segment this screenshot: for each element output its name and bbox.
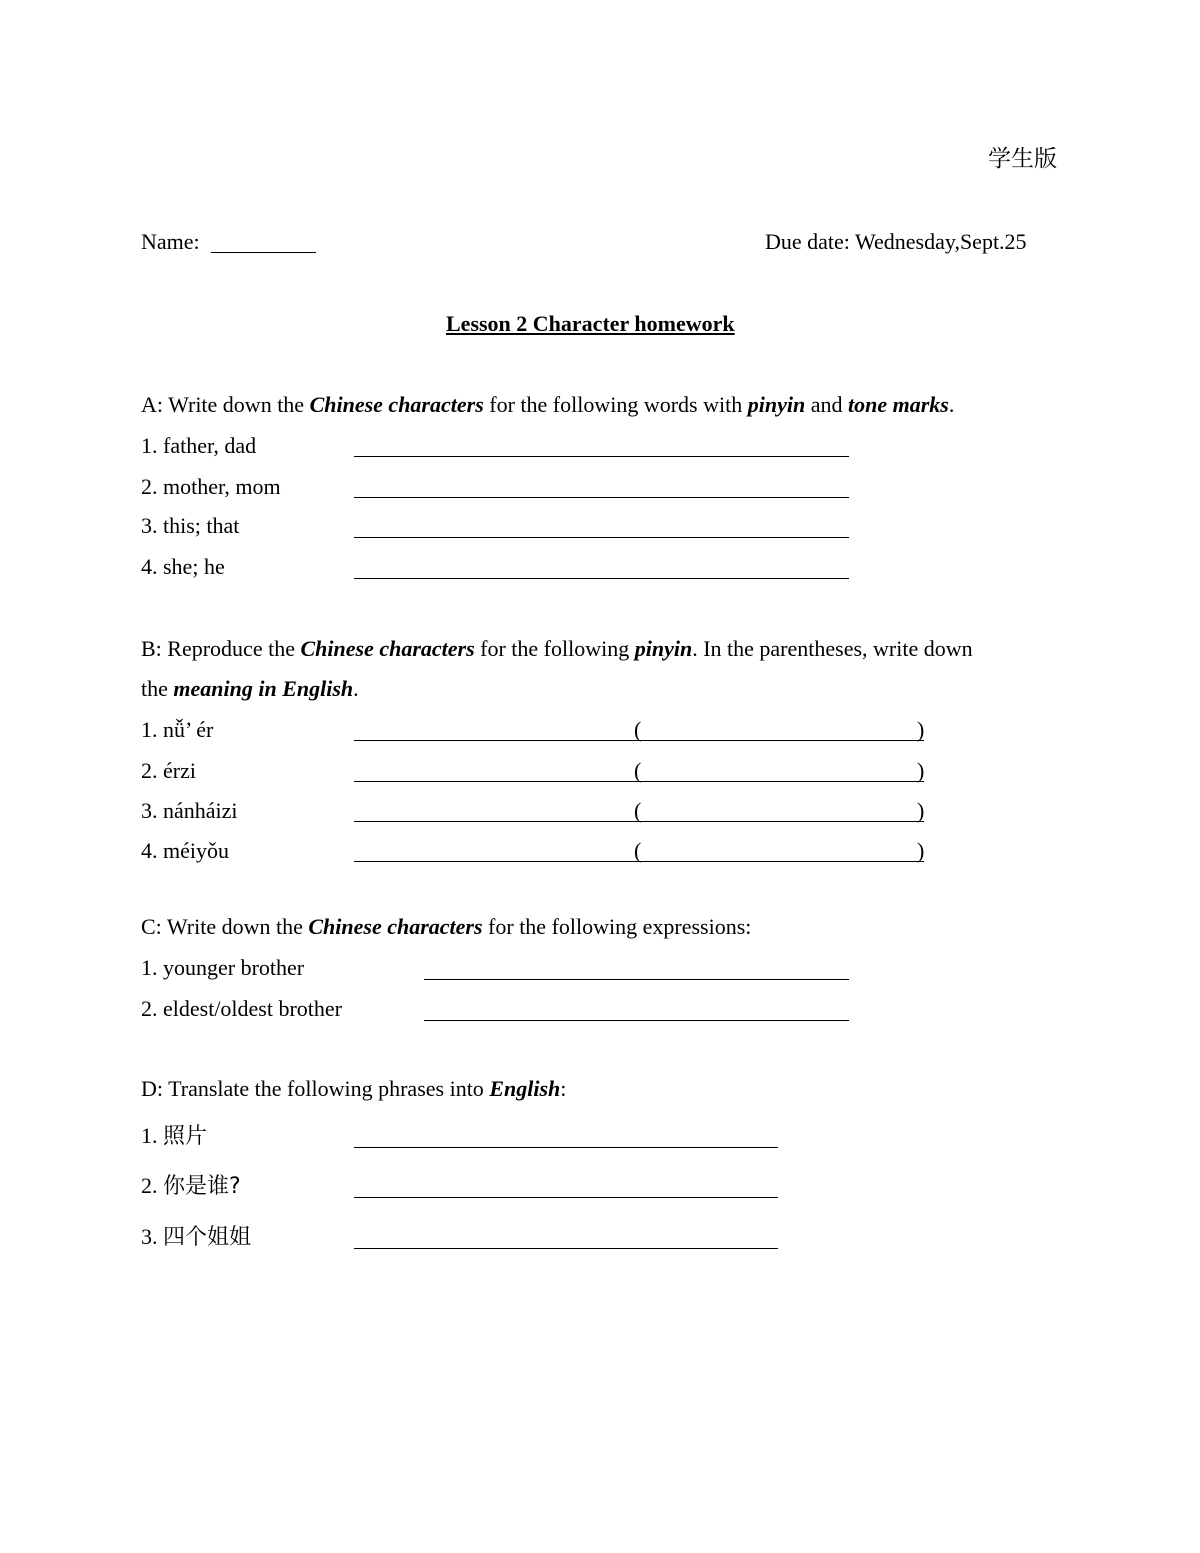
instr-emphasis: Chinese characters — [300, 636, 475, 661]
close-paren: ) — [917, 717, 925, 742]
due-date: Due date: Wednesday,Sept.25 — [765, 229, 1027, 254]
instr-emphasis: pinyin — [747, 392, 806, 417]
instr-emphasis: tone marks — [847, 392, 949, 417]
answer-line[interactable] — [354, 1147, 778, 1148]
open-paren: ( — [634, 838, 642, 863]
name-label: Name: — [141, 229, 200, 254]
open-paren: ( — [634, 758, 642, 783]
page-title: Lesson 2 Character homework — [446, 311, 735, 336]
instr-emphasis: Chinese characters — [308, 914, 483, 939]
instr-text: B: Reproduce the — [141, 636, 301, 661]
close-paren: ) — [917, 758, 925, 783]
section-d-instructions — [141, 1075, 566, 1103]
instr-emphasis: pinyin — [634, 636, 693, 661]
instr-text: D: Translate the following phrases into — [141, 1076, 490, 1101]
version-label: 学生版 — [988, 146, 1057, 172]
section-a-item: 1. father, dad — [141, 433, 257, 458]
answer-line[interactable] — [354, 456, 849, 457]
instr-text: . — [353, 676, 359, 701]
answer-line[interactable] — [354, 1248, 778, 1249]
item-phrase: 四个姐姐 — [163, 1225, 252, 1250]
instr-text: A: Write down the — [141, 392, 310, 417]
section-a-item: 2. mother, mom — [141, 474, 281, 499]
answer-line[interactable] — [354, 537, 849, 538]
section-c-item: 2. eldest/oldest brother — [141, 996, 343, 1021]
section-c-item: 1. younger brother — [141, 955, 305, 980]
instr-text: . — [948, 392, 955, 417]
section-a-item: 4. she; he — [141, 554, 225, 579]
section-b-item: 1. nǚ’ ér — [141, 717, 214, 742]
instr-text: and — [805, 392, 848, 417]
instr-text: the — [141, 676, 174, 701]
section-b-item: 2. érzi — [141, 758, 196, 783]
answer-line[interactable] — [354, 497, 849, 498]
section-b-item: 3. nánháizi — [141, 798, 238, 823]
item-number: 3. — [141, 1224, 163, 1249]
open-paren: ( — [634, 798, 642, 823]
instr-emphasis: meaning in English — [173, 676, 354, 701]
section-b-item: 4. méiyǒu — [141, 838, 229, 863]
instr-text: for the following — [474, 636, 635, 661]
instr-text: for the following words with — [483, 392, 748, 417]
close-paren: ) — [917, 798, 925, 823]
item-phrase: 你是谁? — [163, 1174, 241, 1199]
section-b-instructions-cont — [141, 675, 359, 703]
item-phrase: 照片 — [163, 1124, 208, 1149]
open-paren: ( — [634, 717, 642, 742]
item-number: 1. — [141, 1123, 163, 1148]
instr-emphasis: Chinese characters — [309, 392, 484, 417]
answer-line[interactable] — [354, 578, 849, 579]
item-number: 2. — [141, 1173, 163, 1198]
instr-emphasis: English — [489, 1076, 561, 1101]
answer-line[interactable] — [354, 1197, 778, 1198]
answer-line[interactable] — [424, 1020, 849, 1021]
section-a-instructions — [141, 391, 954, 419]
instr-text: C: Write down the — [141, 914, 309, 939]
instr-text: : — [560, 1076, 567, 1101]
instr-text: for the following expressions: — [482, 914, 752, 939]
instr-text: . In the parentheses, write down — [692, 636, 973, 661]
section-d-item — [141, 1172, 241, 1201]
section-b-instructions — [141, 635, 973, 663]
name-blank[interactable] — [211, 252, 316, 253]
section-c-instructions — [141, 913, 751, 941]
section-d-item — [141, 1223, 251, 1252]
close-paren: ) — [917, 838, 925, 863]
section-d-item — [141, 1122, 207, 1151]
answer-line[interactable] — [424, 979, 849, 980]
section-a-item: 3. this; that — [141, 513, 240, 538]
